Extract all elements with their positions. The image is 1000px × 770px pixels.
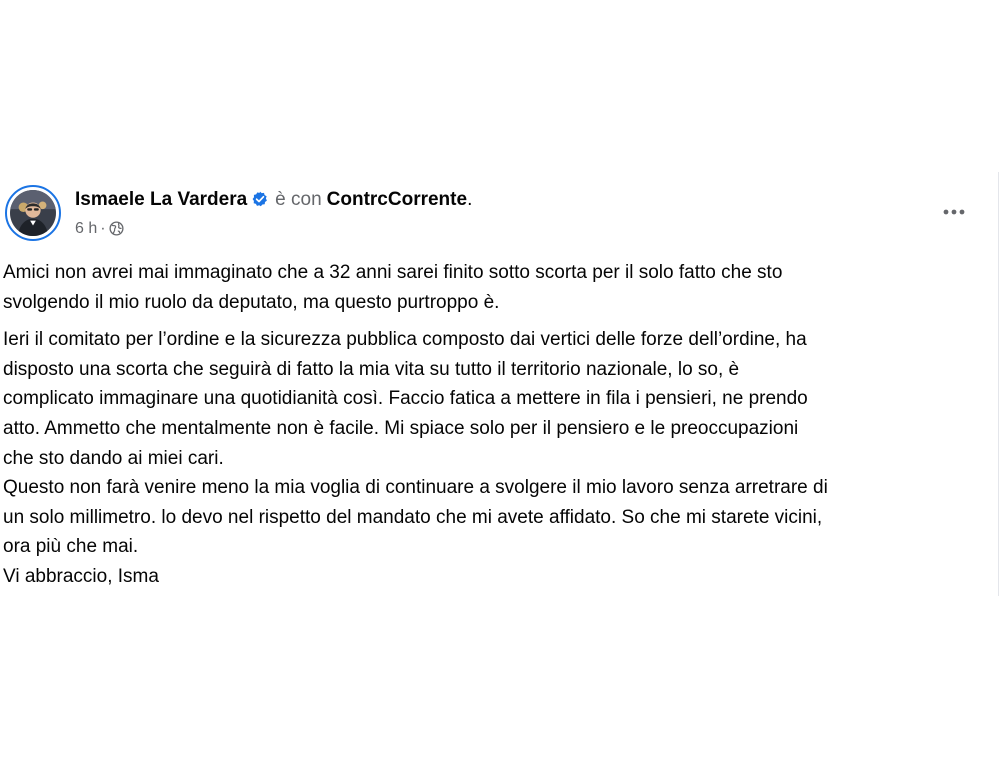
- avatar-photo: [10, 190, 56, 236]
- post-text-line: atto. Ammetto che mentalmente non è facile. Mi spiace solo per il pensiero e le preoccupazioni: [3, 417, 799, 439]
- with-text: è con: [275, 189, 322, 210]
- post-meta: [75, 219, 124, 239]
- header-period: .: [467, 189, 473, 210]
- author-avatar[interactable]: [5, 185, 61, 241]
- post-paragraph: [3, 325, 978, 591]
- post-text-line: Vi abbraccio, Isma: [3, 565, 159, 587]
- tagged-group-name[interactable]: ContrcCorrente: [326, 189, 468, 210]
- verified-badge-icon: [252, 191, 268, 207]
- post-text-line: un solo millimetro. lo devo nel rispetto del mandato che mi avete affidato. So che mi starete vicini,: [3, 506, 823, 528]
- post-text-line: che sto dando ai miei cari.: [3, 447, 224, 469]
- facebook-post: [0, 172, 999, 596]
- post-paragraph: [3, 258, 978, 317]
- post-body: [3, 258, 978, 592]
- post-timestamp[interactable]: 6 h: [75, 220, 98, 237]
- meta-separator: ·: [100, 220, 106, 237]
- post-text-line: Ieri il comitato per l’ordine e la sicurezza pubblica composto dai vertici delle forze dell’ordine, ha: [3, 329, 807, 351]
- post-header: [75, 188, 472, 212]
- more-options-icon[interactable]: [938, 202, 970, 222]
- post-text-line: Amici non avrei mai immaginato che a 32 anni sarei finito sotto scorta per il solo fatto che sto: [3, 262, 783, 283]
- post-text-line: complicato immaginare una quotidianità così. Faccio fatica a mettere in fila i pensieri, ne prendo: [3, 388, 808, 410]
- globe-icon[interactable]: [109, 221, 124, 236]
- author-name[interactable]: Ismaele La Vardera: [75, 189, 248, 210]
- post-text-line: ora più che mai.: [3, 536, 139, 558]
- post-text-line: svolgendo il mio ruolo da deputato, ma questo purtroppo è.: [3, 291, 500, 313]
- post-text-line: disposto una scorta che seguirà di fatto la mia vita su tutto il territorio nazionale, lo so, è: [3, 358, 740, 380]
- post-text-line: Questo non farà venire meno la mia voglia di continuare a svolgere il mio lavoro senza arretrare di: [3, 477, 828, 499]
